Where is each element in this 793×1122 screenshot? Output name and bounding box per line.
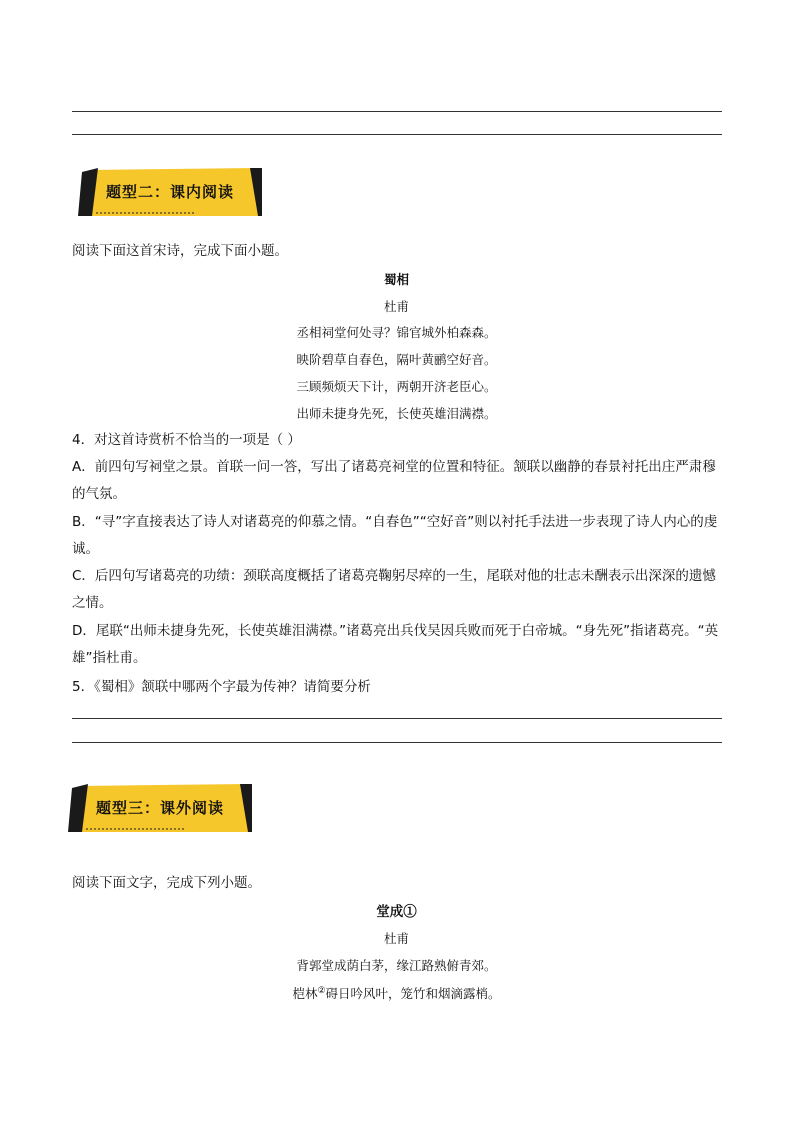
poem-line: 映阶碧草自春色，隔叶黄鹂空好音。: [296, 352, 497, 367]
option-a: A．前四句写祠堂之景。首联一问一答，写出了诸葛亮祠堂的位置和特征。颔联以幽静的春景衬托出庄严肃穆的气氛。: [72, 459, 716, 502]
poem-author: 杜甫: [383, 931, 409, 946]
option-c: C．后四句写诸葛亮的功绩：颈联高度概括了诸葛亮鞠躬尽瘁的一生，尾联对他的壮志未酬表示出深深的遗憾之情。: [72, 568, 716, 611]
poem-line: 出师未捷身先死，长使英雄泪满襟。: [296, 406, 497, 421]
divider: [72, 111, 722, 112]
section-banner: [66, 782, 254, 834]
divider: [72, 718, 722, 719]
divider: [72, 742, 722, 743]
footnote-marker: ②: [317, 985, 326, 996]
poem-line: 背郭堂成荫白茅，缘江路熟俯青郊。: [296, 958, 497, 973]
poem-author: 杜甫: [383, 299, 409, 314]
poem-line: 三顾频烦天下计，两朝开济老臣心。: [296, 379, 497, 394]
reading-intro: 阅读下面这首宋诗，完成下面小题。: [72, 243, 288, 259]
section-title: 题型三：课外阅读: [95, 799, 224, 817]
poem-title: 蜀相: [383, 272, 409, 287]
poem-line: [0, 984, 793, 1002]
option-d: D．尾联“出师未捷身先死，长使英雄泪满襟。”诸葛亮出兵伐吴因兵败而死于白帝城。“身先死”指诸葛亮。“英雄”指杜甫。: [72, 623, 719, 666]
divider: [72, 134, 722, 135]
poem-text: 碍日吟风叶，笼竹和烟滴露梢。: [325, 986, 501, 1001]
poem-text: 桤林: [292, 986, 318, 1001]
poem-title: 堂成①: [376, 904, 417, 920]
option-b: B．“寻”字直接表达了诗人对诸葛亮的仰慕之情。“自春色”“空好音”则以衬托手法进一步表现了诗人内心的虔诚。: [72, 514, 718, 557]
question-4: 4．对这首诗赏析不恰当的一项是（ ）: [72, 432, 301, 448]
reading-intro: 阅读下面文字，完成下列小题。: [72, 875, 261, 891]
section-banner: [76, 166, 264, 218]
question-5: 5．《蜀相》颔联中哪两个字最为传神？请简要分析: [72, 679, 371, 695]
poem-line: 丞相祠堂何处寻？锦官城外柏森森。: [296, 325, 497, 340]
section-title: 题型二：课内阅读: [105, 183, 234, 201]
